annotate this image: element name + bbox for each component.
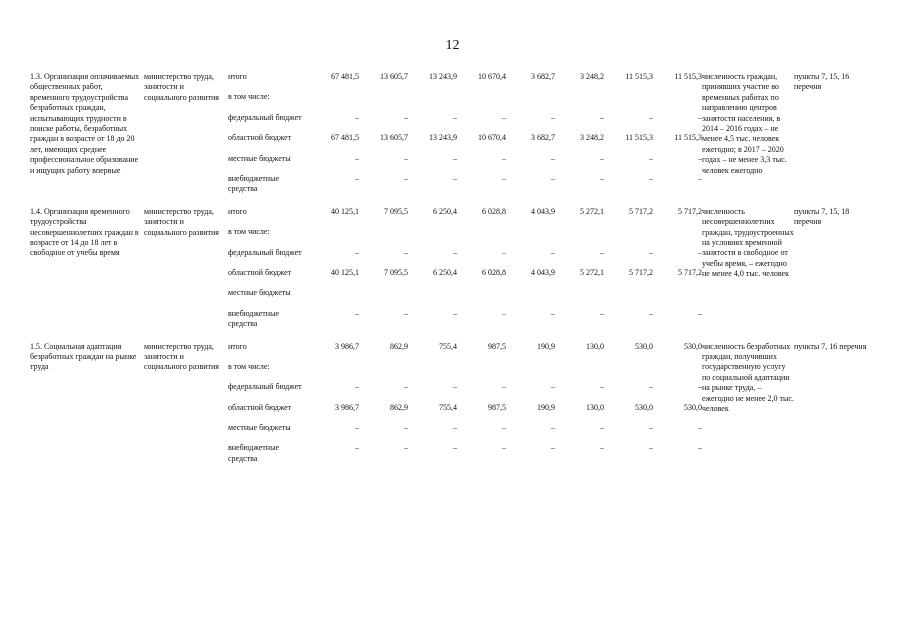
funding-value: – <box>698 423 702 433</box>
funding-value <box>310 227 359 247</box>
funding-value <box>555 227 604 247</box>
funding-value: 10 670,4 <box>478 72 506 81</box>
funding-value: – <box>404 153 408 163</box>
funding-value: 190,9 <box>537 402 555 412</box>
funding-source-label: итого <box>228 72 247 81</box>
target-indicator: численность граждан, принявших участие во временных работах по направлению центров занятости населения, в 2014 – 2016 годах – не менее 4,5 тыс. человек ежегодно; в 2017 – 2020 годах – не менее 3,3 тыс. человек ежегодно <box>702 72 787 175</box>
funding-value <box>604 288 653 308</box>
funding-value: – <box>502 153 506 163</box>
funding-source-label: местные бюджеты <box>228 153 291 163</box>
table-row <box>30 207 870 227</box>
funding-value: 4 043,9 <box>531 267 555 277</box>
funding-value: 40 125,1 <box>331 267 359 277</box>
measure-name: 1.5. Социальная адаптация безработных граждан на рынке труда <box>30 341 137 372</box>
funding-value: 5 717,2 <box>629 267 653 277</box>
funding-source-label: внебюджетные средства <box>228 443 279 463</box>
funding-value <box>310 92 359 112</box>
funding-value: – <box>502 247 506 257</box>
funding-value: – <box>453 247 457 257</box>
funding-value <box>359 92 408 112</box>
reference: пункты 7, 15, 16 перечня <box>794 72 850 92</box>
table-row <box>30 342 870 362</box>
funding-value: 755,4 <box>439 341 457 351</box>
funding-source-label: в том числе: <box>228 227 270 237</box>
funding-source-label: областной бюджет <box>228 133 292 143</box>
budget-table <box>30 72 870 464</box>
funding-value: – <box>551 153 555 163</box>
funding-value: 7 095,5 <box>384 267 408 277</box>
funding-value <box>408 92 457 112</box>
funding-value <box>604 362 653 382</box>
funding-value <box>653 227 702 247</box>
executor: министерство труда, занятости и социального развития <box>144 206 219 237</box>
funding-value: 13 605,7 <box>380 72 408 81</box>
funding-value: 6 028,8 <box>482 206 506 216</box>
funding-value: 987,5 <box>488 402 506 412</box>
funding-value <box>555 288 604 308</box>
funding-value: 11 515,3 <box>625 72 653 81</box>
funding-source-label: федеральный бюджет <box>228 382 302 392</box>
page-number: 12 <box>445 38 460 53</box>
funding-value: – <box>355 423 359 433</box>
funding-value: – <box>649 112 653 122</box>
funding-value: – <box>649 382 653 392</box>
funding-value: 11 515,3 <box>674 72 702 81</box>
funding-value <box>506 92 555 112</box>
funding-value: – <box>600 308 604 318</box>
funding-value <box>457 227 506 247</box>
funding-value: – <box>649 423 653 433</box>
funding-value: 190,9 <box>537 341 555 351</box>
funding-value: – <box>502 423 506 433</box>
funding-value: – <box>551 443 555 453</box>
funding-value: – <box>453 153 457 163</box>
measure-name: 1.3. Организация оплачиваемых общественных работ, временного трудоустройства безработных граждан, испытывающих трудности в поиске работы, безработных граждан в возрасте от 18 до 20 лет, имеющих среднее профессиональное образование и ищущих работу впервые <box>30 72 140 175</box>
funding-value: 13 243,9 <box>429 72 457 81</box>
funding-value: – <box>453 112 457 122</box>
funding-value: – <box>355 382 359 392</box>
funding-value: – <box>600 382 604 392</box>
funding-value: – <box>551 308 555 318</box>
funding-value <box>604 227 653 247</box>
funding-value: – <box>600 112 604 122</box>
funding-source-label: итого <box>228 341 247 351</box>
funding-source-label: итого <box>228 206 247 216</box>
funding-value <box>359 227 408 247</box>
funding-value: – <box>698 247 702 257</box>
funding-value: 3 986,7 <box>335 402 359 412</box>
funding-value <box>457 92 506 112</box>
funding-value: 10 670,4 <box>478 133 506 143</box>
funding-value <box>653 362 702 382</box>
funding-value: – <box>551 173 555 183</box>
section-gap <box>30 330 870 342</box>
funding-value: – <box>551 112 555 122</box>
funding-source-label: в том числе: <box>228 92 270 102</box>
funding-value: 862,9 <box>390 402 408 412</box>
funding-value: – <box>453 382 457 392</box>
funding-value: – <box>355 443 359 453</box>
funding-value <box>555 362 604 382</box>
section-gap <box>30 195 870 207</box>
funding-value: 862,9 <box>390 341 408 351</box>
funding-value: 6 250,4 <box>433 206 457 216</box>
funding-value: – <box>698 443 702 453</box>
executor: министерство труда, занятости и социального развития <box>144 341 219 372</box>
funding-value <box>506 227 555 247</box>
funding-value: 67 481,5 <box>331 72 359 81</box>
funding-value <box>408 362 457 382</box>
funding-value: 11 515,3 <box>674 133 702 143</box>
funding-value: 3 682,7 <box>531 72 555 81</box>
funding-value: – <box>698 382 702 392</box>
funding-value: – <box>698 112 702 122</box>
funding-value: 3 682,7 <box>531 133 555 143</box>
funding-value: – <box>698 173 702 183</box>
funding-value: 5 272,1 <box>580 206 604 216</box>
funding-value: 5 717,2 <box>678 206 702 216</box>
funding-value <box>457 362 506 382</box>
funding-value: 755,4 <box>439 402 457 412</box>
funding-value: – <box>355 173 359 183</box>
funding-value: – <box>404 382 408 392</box>
funding-value: 6 028,8 <box>482 267 506 277</box>
funding-value: 130,0 <box>586 341 604 351</box>
funding-value: – <box>404 308 408 318</box>
funding-value: – <box>453 423 457 433</box>
funding-source-label: внебюджетные средства <box>228 173 279 194</box>
funding-value: 11 515,3 <box>625 133 653 143</box>
funding-value: 3 248,2 <box>580 72 604 81</box>
funding-value: – <box>453 443 457 453</box>
funding-value <box>555 92 604 112</box>
funding-value: – <box>502 308 506 318</box>
funding-value: – <box>600 173 604 183</box>
funding-value: 530,0 <box>635 341 653 351</box>
funding-value: – <box>551 382 555 392</box>
funding-value: 13 605,7 <box>380 133 408 143</box>
funding-value: – <box>600 443 604 453</box>
funding-value <box>359 288 408 308</box>
funding-value: 530,0 <box>684 402 702 412</box>
funding-value <box>506 362 555 382</box>
funding-value: – <box>551 247 555 257</box>
funding-value: – <box>698 308 702 318</box>
funding-value: – <box>649 308 653 318</box>
budget-table-body <box>30 72 870 464</box>
funding-value: – <box>600 423 604 433</box>
funding-value: – <box>600 153 604 163</box>
funding-value: – <box>355 153 359 163</box>
measure-name: 1.4. Организация временного трудоустройства несовершеннолетних граждан в возрасте от 14 до 18 лет в свободное от учебы время <box>30 206 139 258</box>
funding-value: 6 250,4 <box>433 267 457 277</box>
funding-value <box>310 288 359 308</box>
funding-value: – <box>404 443 408 453</box>
funding-value <box>604 92 653 112</box>
funding-value: – <box>502 382 506 392</box>
reference: пункты 7, 16 перечня <box>794 341 867 351</box>
funding-value: – <box>355 112 359 122</box>
funding-value: – <box>649 443 653 453</box>
target-indicator: численность безработных граждан, получивших государственную услугу по социальной адаптации на рынке труда, – ежегодно не менее 2,0 тыс. человек <box>702 341 794 413</box>
funding-value: – <box>649 153 653 163</box>
funding-value: 67 481,5 <box>331 133 359 143</box>
funding-source-label: местные бюджеты <box>228 288 291 298</box>
funding-value: – <box>355 308 359 318</box>
funding-value: 987,5 <box>488 341 506 351</box>
funding-value: – <box>355 247 359 257</box>
funding-value: 4 043,9 <box>531 206 555 216</box>
funding-value: 40 125,1 <box>331 206 359 216</box>
funding-value: 3 986,7 <box>335 341 359 351</box>
funding-value <box>653 288 702 308</box>
table-row <box>30 72 870 92</box>
funding-value: – <box>649 247 653 257</box>
funding-value <box>359 362 408 382</box>
funding-value: – <box>404 423 408 433</box>
reference: пункты 7, 15, 18 перечня <box>794 206 850 227</box>
funding-value: – <box>502 173 506 183</box>
funding-value <box>310 362 359 382</box>
funding-value: 7 095,5 <box>384 206 408 216</box>
funding-value: – <box>502 112 506 122</box>
funding-value: 530,0 <box>635 402 653 412</box>
funding-value: 13 243,9 <box>429 133 457 143</box>
funding-value <box>457 288 506 308</box>
funding-value: 5 717,2 <box>629 206 653 216</box>
funding-value: – <box>502 443 506 453</box>
funding-value: – <box>404 247 408 257</box>
funding-value: 130,0 <box>586 402 604 412</box>
funding-value: – <box>551 423 555 433</box>
funding-value <box>408 227 457 247</box>
funding-value: – <box>453 308 457 318</box>
funding-value <box>653 92 702 112</box>
funding-value <box>408 288 457 308</box>
executor: министерство труда, занятости и социального развития <box>144 72 219 102</box>
funding-source-label: областной бюджет <box>228 402 292 412</box>
funding-value: – <box>404 173 408 183</box>
funding-value <box>506 288 555 308</box>
funding-value: – <box>649 173 653 183</box>
funding-value: – <box>698 153 702 163</box>
funding-source-label: федеральный бюджет <box>228 247 302 257</box>
funding-value: 5 272,1 <box>580 267 604 277</box>
funding-source-label: областной бюджет <box>228 267 292 277</box>
funding-value: – <box>600 247 604 257</box>
funding-value: 530,0 <box>684 341 702 351</box>
funding-source-label: внебюджетные средства <box>228 308 279 329</box>
funding-source-label: местные бюджеты <box>228 423 291 433</box>
target-indicator: численность несовершеннолетних граждан, трудоустроенных на условиях временной занятости в свободное от учебы время, – ежегодно не менее 4,0 тыс. человек <box>702 206 794 279</box>
funding-value: 5 717,2 <box>678 267 702 277</box>
funding-value: – <box>453 173 457 183</box>
funding-value: 3 248,2 <box>580 133 604 143</box>
funding-value: – <box>404 112 408 122</box>
funding-source-label: федеральный бюджет <box>228 112 302 122</box>
funding-source-label: в том числе: <box>228 361 270 371</box>
